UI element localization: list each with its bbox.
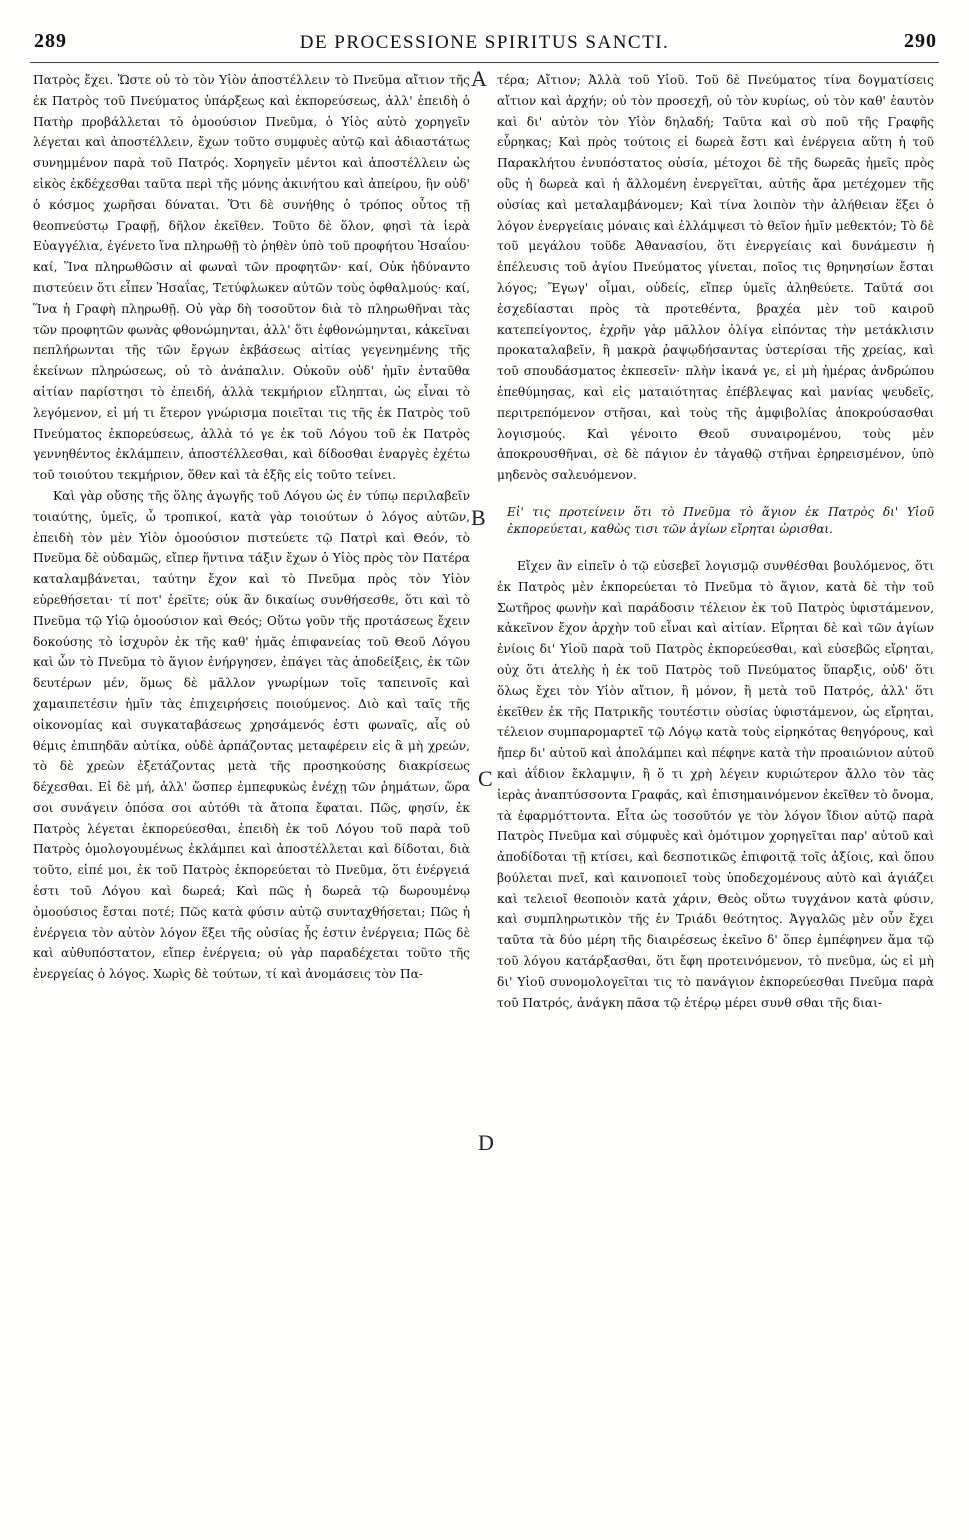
header-rule <box>30 62 939 63</box>
left-paragraph-2: Καὶ γὰρ οὔσης τῆς ὅλης ἀγωγῆς τοῦ Λόγου ὡς ἐν τύπῳ περιλαβεῖν τοιαύτης, ὑμεῖς, ὦ τροπικοί, κατὰ γὰρ τοιούτων ὁ λόγος αὐτῶν, ἐπειδὴ τὸν μὲν Υἱὸν ὁμοούσιον πιστεύετε τῷ Πατρὶ καὶ Θεόν, τὸ Πνεῦμα δὲ οὐδαμῶς, εἴπερ ἥντινα τάξιν ἔχων ὁ Υἱὸς πρὸς τὸν Πατέρα καταλαμβάνεται, ταύτην ἔχον καὶ τὸ Πνεῦμα πρὸς τὸν Υἱὸν εὑρεθήσεται· τί ποτ' ἐρεῖτε; οὐκ ἂν δικαίως συνθήσεσθε, ὅτι καὶ τὸ Πνεῦμα τῷ Υἱῷ ὁμοούσιον καὶ Θεός; Οὕτω γοῦν τῆς προτάσεως ἔχειν δοκούσης τὸ ἰσχυρὸν ἐκ τῆς καθ' ἡμᾶς ἐπιφανείας τοῦ Θεοῦ Λόγου καὶ ὧν τὸ Πνεῦμα τὸ ἅγιον ἐνήργησεν, ἐπάγει τὰς ἀποδείξεις, ἐκ τῶν δευτέρων μέν, ὅμως δὲ μᾶλλον γνωρίμων τοῖς ταπεινοῖς καὶ χαμαιπετέσιν ἡμῖν τὰς ἐπιχειρήσεις ποιούμενος. Διὸ καὶ ταῖς τῆς οἰκονομίας καὶ συγκαταβάσεως χρησάμενός ἐστι φωναῖς, αἷς οὐ θέμις ἐπιπηδᾶν αὐτίκα, οὐδὲ ἁρπάζοντας μεταφέρειν εἰς ἃ μὴ χρεών, τὸ δὲ χρεὼν ἐξετάζοντας μετὰ τῆς προσηκούσης διακρίσεως δέχεσθαι. Εἰ δὲ μή, ἀλλ' ὥσπερ ἐμπεφυκὼς ἐνέχῃ τῶν ῥημάτων, ὥρα σοι συνάγειν ὁπόσα σοι αὐτόθι τὰ ἄτοπα ἔφαται. Πῶς, φησίν, ἐκ Πατρὸς λέγεται ἐκπορεύεσθαι, ἐπειδὴ ἐκ τοῦ Λόγου τοῦ παρὰ τοῦ Πατρὸς ὁμολογουμένως ἐκλάμπει καὶ ἀποστέλλεται καὶ δίδοται, διὰ τοῦτο, εἰπέ μοι, ἐκ τοῦ Πατρὸς ἐκπορεύεται τὸ Πνεῦμα, ὅτι ἐνέργειά ἐστι τοῦ Λόγου καὶ δωρεά; Καὶ πῶς ἡ δωρεὰ τῷ δωρουμένῳ ὁμοούσιος ἔσται ποτέ; Πῶς κατὰ φύσιν αὐτῷ συνταχθήσεται; Πῶς ἡ ἐνέργεια τὸν αὐτὸν λόγον ἕξει τῆς οὐσίας ἧς ἐστιν ἐνέργεια; Πῶς δὲ καὶ αὐθυπόστατον, εἴπερ ἐνέργεια; οὐ γὰρ παραδέχεται τοῦτο τῆς ἐνεργείας ὁ λόγος. Χωρὶς δὲ τούτων, τί καὶ ἀνομάσεις τὸν Πα- <box>33 488 470 982</box>
right-paragraph-1: τέρα; Αἴτιον; Ἀλλὰ τοῦ Υἱοῦ. Τοῦ δὲ Πνεύματος τίνα δογματίσεις αἴτιον καὶ ἀρχήν; οὐ τὸν προσεχῆ, οὐ τὸν κυρίως, οὐ τὸν καθ' ἑαυτὸν καὶ δι' αὐτὸν τὸν Υἱὸν δηλαδή; Ταῦτα καὶ σὺ ποῦ τῆς Γραφῆς εὗρηκας; Καὶ πρὸς τούτοις εἰ δωρεὰ ἔστι καὶ ἐνέργεια αὕτη ἡ τοῦ Παρακλήτου ἐνυπόστατος οὐσία, μέτοχοι δὲ τῆς δωρεᾶς ἡμεῖς πρὸς οὓς ἡ δωρεὰ καὶ ἡ ἄλλομένη ἐνεργεῖται, αὐτῆς ἄρα μετέχομεν τῆς οὐσίας καὶ μεταλαμβάνομεν; Καὶ τίνα λοιπὸν τὴν ἀλήθειαν ἕξει ὁ λόγον ἐνεργείαις μόναις καὶ ἐλλάμψεσι τὸ θεῖον ἡμῖν μεθεκτόν; Τὸ δὲ τοῦ μεγάλου τοῦδε Ἀθανασίου, ὅτι ἐνεργείαις καὶ δυνάμεσιν ἡ ἐπέλευσις τοῦ ἁγίου Πνεύματος γίνεται, ποῖος τις θρηνησίων ἔσται λόγος; Ἔγωγ' οἶμαι, οὐδείς, εἴπερ ὑμεῖς ἀληθεύετε. Ταῦτά σοι ἐσχεδίασται πρὸς τὰ προτεθέντα, βραχέα μὲν τοῦ καιροῦ κατεπείγοντος, ἐχρῆν γὰρ μᾶλλον ὀλίγα εἰπόντας τὴν μετάκλισιν προκαταλαβεῖν, ἢ μακρὰ ῥαψῳδήσαντας ὑστερίσαι τῆς χρείας, καὶ τοῦ σπουδάσματος ἐκπεσεῖν· πλὴν ἱκανά γε, εἰ μὴ ἡμέρας ἀνδρώπου ἐπεθύμησας, καὶ εἰς ματαιότητας ἐπέβλεψας καὶ μανίας ψευδεῖς, περιτρεπόμενον στῆσαι, καὶ τοὺς τῆς ἀμφιβολίας ἀποκρούσασθαι λογισμούς. Καὶ γένοιτο Θεοῦ συναιρομένου, τοὺς μὲν ἀποκρουσθῆναι, σὲ δὲ πάγιον ἐν τἀγαθῷ στῆναι ἐρηρεισμένον, ὑπὸ μηδενὸς σαλευόμενον. <box>497 73 934 483</box>
section-heading: Εἰ' τις προτείνειν ὅτι τὸ Πνεῦμα τὸ ἅγιον ἐκ Πατρὸς δι' Υἱοῦ ἐκπορεύεται, καθὼς τισι τῶν ἁγίων εἴρηται ὡρισθαι. <box>507 504 934 536</box>
page-number-right: 290 <box>904 30 937 52</box>
page-header <box>30 30 939 60</box>
margin-marker-d: D <box>478 1130 494 1155</box>
left-paragraph-1: Πατρὸς ἔχει. Ὥστε οὐ τὸ τὸν Υἱὸν ἀποστέλλειν τὸ Πνεῦμα αἴτιον τῆς ἐκ Πατρὸς τοῦ Πνεύματος ὑπάρξεως καὶ ἐκπορεύσεως, ἀλλ' ἐπειδὴ ὁ Πατὴρ προβάλλεται τὸ ὁμοούσιον Πνεῦμα, ὁ Υἱὸς αὐτὸ χορηγεῖν λέγεται καὶ ἀποστέλλειν, ἔχων τοῦτο συμφυὲς αὐτῷ καὶ ἀδιαστάτως συνημμένον παρὰ τοῦ Πατρός. Χορηγεῖν μέντοι καὶ ἀποστέλλειν ὡς εἰκὸς ἐκδέχεσθαι ταῦτα περὶ τῆς μόνης ἀκινήτου καὶ ἀπείρου, ἣν οὐδ' ὁ κόσμος χωρῆσαι δύναται. Ὅτι δὲ συνήθης ὁ τρόπος οὗτος τῇ θεοπνεύστῳ Γραφῇ, δῆλον ἐκεῖθεν. Τοῦτο δὲ ὅλον, φησὶ τὰ ἱερὰ Εὐαγγέλια, ἐγένετο ἵνα πληρωθῇ τὸ ῥηθὲν ὑπὸ τοῦ προφήτου Ἡσαΐου· καί, Ἵνα πληρωθῶσιν αἱ φωναὶ τῶν προφητῶν· καί, Οὐκ ἠδύναντο πιστεύειν ὅτι εἶπεν Ἡσαΐας, Τετύφλωκεν αὐτῶν τοὺς ὀφθαλμούς· καί, Ἵνα ἡ Γραφὴ πληρωθῇ. Οὐ γὰρ δὴ τοσοῦτον διὰ τὸ πληρωθῆναι τὰς τῶν προφητῶν φωνὰς φθονώμηνται, ἀλλ' ὅτι ἐφθονώμηνται, κἀκεῖναι πεπλήρωνται τῆς τῶν ἔργων ἐκβάσεως αἰτίας γεγενημένης τῆς ἐκείνων πληρώσεως, οὐ τὸ ἀνάπαλιν. Οὐκοῦν οὐδ' ἡμῖν ἐνταῦθα αἰτίαν παρίστησι τὸ ἐπειδή, ἀλλὰ τεκμήριον εἴληπται, ὡς εἶναι τὸ λεγόμενον, εἰ μή τι ἕτερον γνώρισμα ποιεῖται τις τῆς ἐκ Πατρὸς τοῦ Πνεύματος ἐκπορεύσεως, ἀλλὰ τό γε ἐκ τοῦ Λόγου τοῦ ἐκ Πατρὸς γεννηθέντος ἐκλάμπειν, ἀποστέλλεσθαι, καὶ δίδοσθαι ἐναργὲς ἐχέτω τοῦ τοιούτου τεκμήριον, ὅθεν καὶ τὰ ἑξῆς εἰς τοῦτο τείνει. <box>33 73 470 483</box>
left-column <box>33 70 470 1530</box>
right-paragraph-2: Εἴχεν ἂν εἰπεῖν ὁ τῷ εὐσεβεῖ λογισμῷ συνθέσθαι βουλόμενος, ὅτι ἐκ Πατρὸς μὲν ἐκπορεύεται τὸ Πνεῦμα τὸ ἅγιον, κατὰ δὲ τὴν τοῦ Σωτῆρος φωνὴν καὶ παράδοσιν τέλειον ἐκ τοῦ Πατρὸς ὑφιστάμενον, κἀκεῖνον ἔχον ἀρχὴν τοῦ εἶναι καὶ αἰτίαν. Εἴρηται δὲ καὶ τῶν ἁγίων ἐνίοις δι' Υἱοῦ παρὰ τοῦ Πατρὸς ἐκπορεύεσθαι, καὶ εὐσεβῶς εἴρηται, οὐχ ὅτι ἀτελὴς ἡ ἐκ τοῦ Πατρὸς τοῦ Πνεύματος ὕπαρξις, οὐδ' ὅτι ὅλως ἔχει τὸν Υἱὸν αἴτιον, ἢ μόνον, ἢ μετὰ τοῦ Πατρός, ἀλλ' ὅτι ἐκεῖθεν ἐκ τῆς Πατρικῆς τουτέστιν οὐσίας ὑφιστάμενον, ὡς εἴρηται, τέλειον συμπαρομαρτεῖ τῷ Λόγῳ κατὰ τοὺς εἰρηκότας θεηγόρους, καὶ ἤπερ δι' αὐτοῦ καὶ ἀπολάμπει καὶ πέφηνε κατὰ τὴν προαιώνιον αὐτοῦ καὶ ἀΐδιον ἔκλαμψιν, ἢ ὅ τι χρὴ λέγειν κυριώτερον ἄλλο τὸν τὰς ἱερὰς ἀναπτύσσοντα Γραφάς, καὶ ἐπισημαινόμενον ἐκεῖθεν τὸ ὄνομα, τὰ ἐφαρμόττοντα. Εἶτα ὡς τοσοῦτόν γε τὸν λόγον ἴδιον αὐτῷ παρὰ Πατρὸς Πνεῦμα καὶ σύμφυὲς καὶ ὁμότιμον χορηγεῖται παρ' αὐτοῦ καὶ ἀποδίδοται τῇ κτίσει, καὶ δεσποτικῶς ἐπιφοιτᾷ τοῖς ἀξίοις, καὶ ὅπου βούλεται πνεῖ, καὶ καινοποιεῖ τοὺς ὑποδεχομένους αὐτὸ καὶ ἁγιάζει καὶ τελειοῖ θεοποιὸν κατὰ χάριν, Θεὸς οὕτω τυγχάνον κατὰ φύσιν, καὶ συμπληρωτικὸν τῆς ἐν Τριάδι θεότητος. Ἀγγαλῶς μὲν οὖν ἔχει ταῦτα τὰ δύο μέρη τῆς διαιρέσεως ἐκεῖνο δ' ὅπερ ἐμπέφηνεν ἅμα τῷ τοῦ λόγου κατάρξασθαι, ὅτι ἔφη προτεινόμενον, τὸ πνεῦμα, ὡς εἰ μὴ δι' Υἱοῦ συνομολογεῖται τις τὸ πανάγιον ἐκπορεύεσθαι Πνεῦμα παρὰ τοῦ Πατρός, ἀνάγκη πᾶσα τῷ ἑτέρῳ μέρει συνθ σθαι τῆς διαι- <box>497 558 934 1010</box>
page-number-left: 289 <box>34 30 67 52</box>
margin-marker-c: C <box>478 766 493 791</box>
margin-marker-a: A <box>471 66 487 91</box>
right-column <box>497 70 934 1530</box>
margin-marker-b: B <box>471 505 486 530</box>
running-title: DE PROCESSIONE SPIRITUS SANCTI. <box>299 32 670 53</box>
